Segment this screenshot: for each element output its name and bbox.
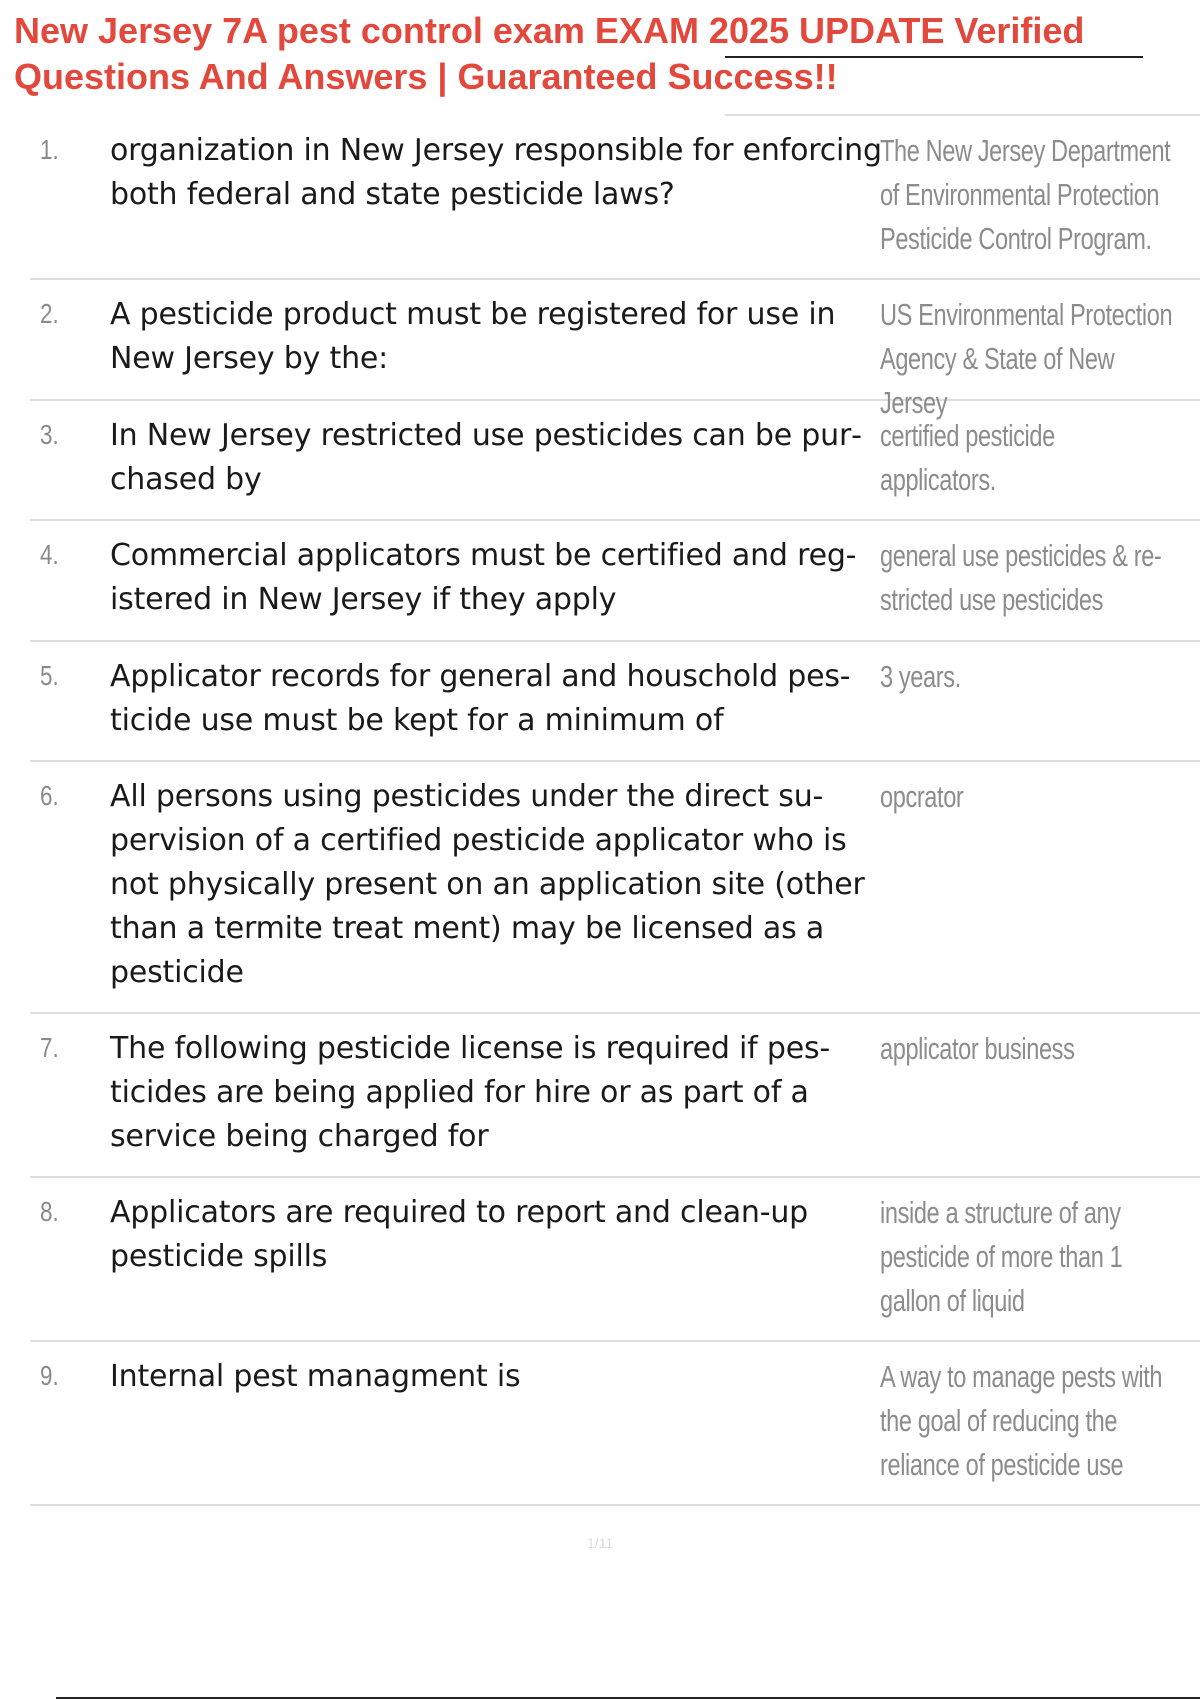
qa-answer: A way to manage pests with the goal of reducing the reliance of pesticide use (880, 1359, 1163, 1482)
qa-row (30, 401, 1200, 521)
qa-row (30, 762, 1200, 1014)
qa-answer: opcrator (880, 779, 964, 814)
qa-answer: certified pesticide applicators. (880, 418, 1055, 497)
qa-number: 1. (40, 134, 59, 165)
qa-row (30, 1178, 1200, 1342)
qa-number: 2. (40, 298, 59, 329)
qa-question: A pesticide product must be registered for use in New Jersey by the: (110, 297, 836, 376)
qa-number: 7. (40, 1032, 59, 1063)
qa-question: organization in New Jersey responsible for enforcing both federal and state pesticide laws? (110, 133, 882, 212)
qa-question: The following pesticide license is required if pesticides are being applied for hire or as part of a service being charged for (110, 1031, 831, 1154)
qa-row (30, 116, 1200, 280)
qa-question: Commercial applicators must be certified and registered in New Jersey if they apply (110, 538, 857, 617)
qa-row (30, 280, 1200, 420)
qa-table (30, 116, 1200, 1506)
qa-number: 4. (40, 539, 59, 570)
qa-answer: US Environmental Protection Agency & State of New Jersey (880, 297, 1173, 420)
qa-number: 6. (40, 780, 59, 811)
qa-question: All persons using pesticides under the direct supervision of a certified pesticide applicator who is not physically present on an application site (other than a termite treat ment) may be licensed as a pesticide (110, 779, 865, 990)
qa-number: 8. (40, 1196, 59, 1227)
qa-answer: applicator business (880, 1031, 1075, 1066)
qa-answer: 3 years. (880, 659, 961, 694)
title-underline (725, 56, 1143, 58)
qa-answer: inside a structure of any pesticide of more than 1 gallon of liquid (880, 1195, 1123, 1318)
qa-question: Applicators are required to report and clean-up pesticide spills (110, 1195, 809, 1274)
document-title: New Jersey 7A pest control exam EXAM 2025 UPDATE Verified Questions And Answers | Guaranteed Success!! (14, 10, 1085, 97)
qa-row (30, 521, 1200, 642)
qa-row (30, 1014, 1200, 1178)
qa-question: In New Jersey restricted use pesticides can be purchased by (110, 418, 862, 497)
qa-answer: general use pesticides & restricted use pesticides (880, 538, 1162, 617)
qa-row (30, 642, 1200, 762)
page-indicator: 1/11 (586, 1535, 614, 1551)
qa-row (30, 1342, 1200, 1506)
qa-number: 9. (40, 1360, 59, 1391)
footer-divider (56, 1697, 1200, 1699)
qa-answer: The New Jersey Department of Environmental Protection Pesticide Control Program. (880, 133, 1171, 256)
qa-number: 3. (40, 419, 59, 450)
qa-question: Internal pest managment is (110, 1359, 521, 1394)
qa-number: 5. (40, 660, 59, 691)
qa-question: Applicator records for general and houschold pesticide use must be kept for a minimum of (110, 659, 851, 738)
